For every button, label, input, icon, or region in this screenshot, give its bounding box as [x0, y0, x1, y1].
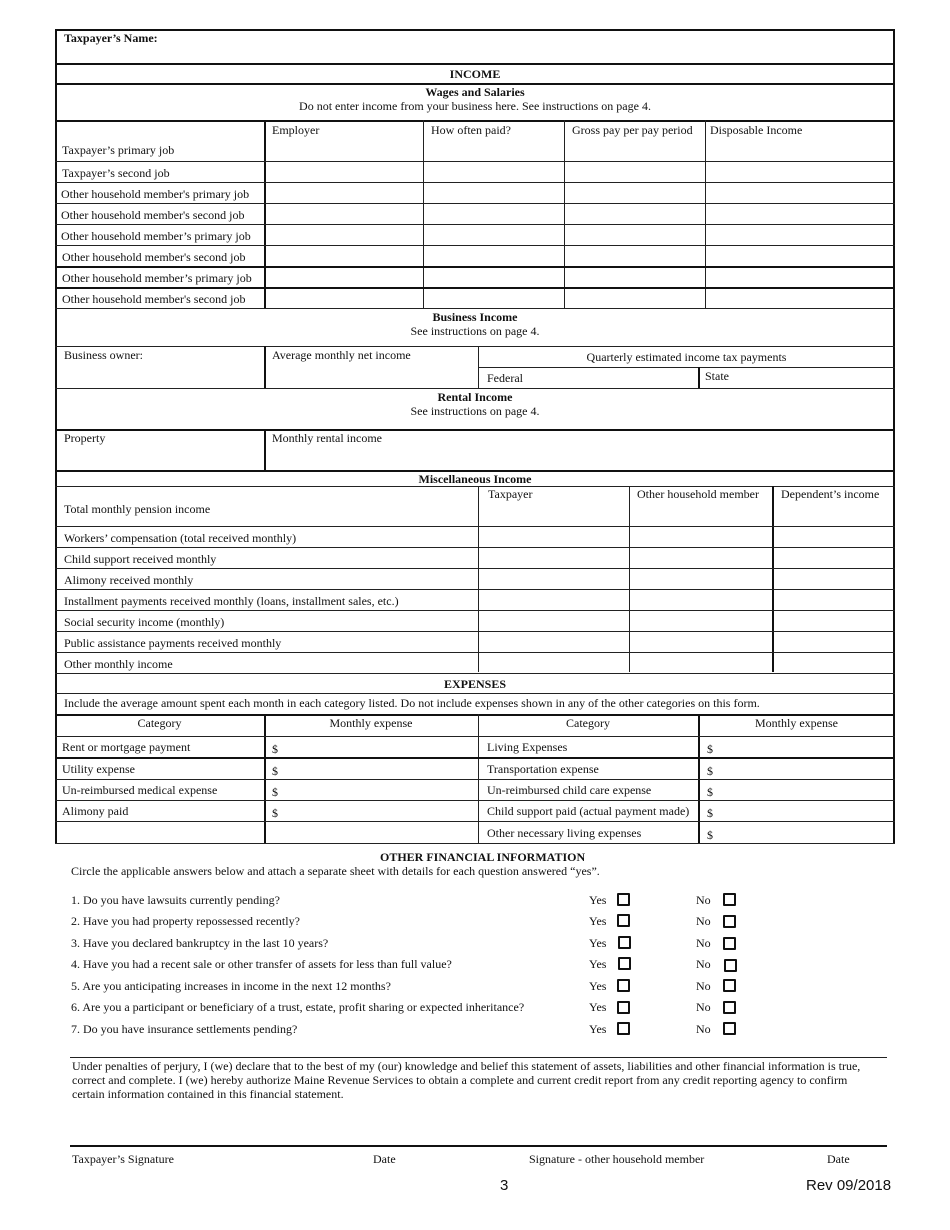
row-divider: [55, 779, 895, 780]
col-taxpayer: Taxpayer: [488, 487, 533, 501]
col-other-household: Other household member: [637, 487, 759, 501]
row-divider: [55, 631, 895, 632]
col-category-right: Category: [566, 716, 610, 730]
q7-yes-checkbox[interactable]: [617, 1022, 630, 1035]
dollar-sign: $: [272, 742, 278, 756]
q3-no-checkbox[interactable]: [723, 937, 736, 950]
misc-row-label: Other monthly income: [64, 657, 173, 671]
signature-line: [70, 1145, 887, 1147]
dollar-sign: $: [272, 764, 278, 778]
question-1: 1. Do you have lawsuits currently pending?: [71, 893, 280, 907]
divider: [55, 120, 895, 122]
row-divider: [55, 245, 895, 246]
no-label: No: [696, 1022, 711, 1036]
col-divider: [264, 429, 266, 470]
q1-no-checkbox[interactable]: [723, 893, 736, 906]
q2-no-checkbox[interactable]: [723, 915, 736, 928]
taxpayer-name-field[interactable]: [170, 31, 890, 61]
divider: [55, 429, 895, 431]
yes-label: Yes: [589, 893, 607, 907]
row-divider: [55, 182, 895, 183]
wages-row-label: Taxpayer’s second job: [62, 166, 170, 180]
taxpayer-signature-label: Taxpayer’s Signature: [72, 1152, 174, 1166]
dollar-sign: $: [272, 785, 278, 799]
no-label: No: [696, 1000, 711, 1014]
question-6: 6. Are you a participant or beneficiary of a trust, estate, profit sharing or expected inheritance?: [71, 1000, 525, 1014]
wages-row-label: Other household member's primary job: [61, 187, 250, 201]
no-label: No: [696, 936, 711, 950]
wages-row-label: Other household member's second job: [62, 292, 246, 306]
q5-no-checkbox[interactable]: [723, 979, 736, 992]
row-divider: [55, 287, 895, 289]
declaration-line-3: certain information contained in this financial statement.: [72, 1087, 344, 1101]
yes-label: Yes: [589, 1022, 607, 1036]
row-divider: [55, 568, 895, 569]
expenses-title: EXPENSES: [443, 677, 507, 691]
q1-yes-checkbox[interactable]: [617, 893, 630, 906]
misc-row-label: Social security income (monthly): [64, 615, 225, 629]
question-4: 4. Have you had a recent sale or other transfer of assets for less than full value?: [71, 957, 452, 971]
property-label: Property: [64, 431, 106, 445]
yes-label: Yes: [589, 957, 607, 971]
expense-label: Alimony paid: [62, 804, 129, 818]
col-divider: [698, 367, 700, 388]
yes-label: Yes: [589, 936, 607, 950]
expense-label: Child support paid (actual payment made): [487, 804, 690, 818]
divider: [55, 388, 895, 389]
q2-yes-checkbox[interactable]: [617, 914, 630, 927]
rental-note: See instructions on page 4.: [410, 404, 540, 418]
date-label-2: Date: [827, 1152, 850, 1166]
expenses-note: Include the average amount spent each month in each category listed. Do not include expenses shown in any of the other categories on this form.: [64, 696, 760, 710]
row-divider: [55, 610, 895, 611]
divider: [55, 486, 895, 487]
business-owner-label: Business owner:: [64, 348, 143, 362]
q4-no-checkbox[interactable]: [724, 959, 737, 972]
divider: [55, 346, 895, 347]
col-divider: [705, 120, 706, 308]
yes-label: Yes: [589, 979, 607, 993]
expense-label: Un-reimbursed medical expense: [62, 783, 218, 797]
no-label: No: [696, 893, 711, 907]
q3-yes-checkbox[interactable]: [618, 936, 631, 949]
q6-yes-checkbox[interactable]: [617, 1001, 630, 1014]
misc-row-label: Total monthly pension income: [64, 502, 211, 516]
row-divider: [55, 821, 895, 822]
misc-title: Miscellaneous Income: [418, 472, 532, 486]
income-title: INCOME: [449, 67, 501, 81]
row-divider: [55, 736, 895, 737]
question-2: 2. Have you had property repossessed recently?: [71, 914, 300, 928]
expense-label: Other necessary living expenses: [487, 826, 642, 840]
row-divider: [55, 266, 895, 268]
wages-row-label: Other household member's second job: [62, 250, 246, 264]
other-signature-label: Signature - other household member: [529, 1152, 705, 1166]
row-divider: [55, 589, 895, 590]
signature-area[interactable]: [70, 1110, 887, 1144]
page-number: 3: [500, 1177, 509, 1194]
q4-yes-checkbox[interactable]: [618, 957, 631, 970]
monthly-rental-label: Monthly rental income: [272, 431, 382, 445]
revision-date: Rev 09/2018: [806, 1177, 892, 1194]
misc-row-label: Workers’ compensation (total received monthly): [64, 531, 297, 545]
misc-row-label: Public assistance payments received monthly: [64, 636, 282, 650]
wages-row-label: Other household member’s primary job: [61, 229, 251, 243]
dollar-sign: $: [707, 806, 713, 820]
wages-note: Do not enter income from your business here. See instructions on page 4.: [299, 99, 651, 113]
row-divider: [55, 800, 895, 801]
col-monthly-right: Monthly expense: [755, 716, 838, 730]
q7-no-checkbox[interactable]: [723, 1022, 736, 1035]
col-divider: [264, 120, 266, 308]
state-label: State: [705, 369, 729, 383]
no-label: No: [696, 979, 711, 993]
divider: [478, 367, 895, 368]
col-divider: [478, 486, 479, 672]
expense-label: Utility expense: [62, 762, 135, 776]
col-category-left: Category: [137, 716, 182, 730]
col-divider: [772, 486, 774, 672]
col-disposable-income: Disposable Income: [710, 123, 803, 137]
other-financial-title: OTHER FINANCIAL INFORMATION: [380, 850, 586, 864]
misc-row-label: Installment payments received monthly (loans, installment sales, etc.): [64, 594, 399, 608]
taxpayer-name-label: Taxpayer’s Name:: [64, 31, 158, 45]
dollar-sign: $: [707, 742, 713, 756]
rental-title: Rental Income: [437, 390, 513, 404]
business-title: Business Income: [432, 310, 518, 324]
row-divider: [55, 547, 895, 548]
question-7: 7. Do you have insurance settlements pending?: [71, 1022, 298, 1036]
dollar-sign: $: [707, 785, 713, 799]
avg-net-income-label: Average monthly net income: [272, 348, 411, 362]
row-divider: [55, 203, 895, 204]
business-note: See instructions on page 4.: [410, 324, 540, 338]
misc-row-label: Child support received monthly: [64, 552, 217, 566]
row-divider: [55, 757, 895, 759]
row-divider: [55, 308, 895, 309]
col-monthly-left: Monthly expense: [329, 716, 413, 730]
col-how-often-paid: How often paid?: [431, 123, 511, 137]
col-divider: [264, 346, 266, 388]
row-divider: [55, 161, 895, 162]
divider: [55, 693, 895, 694]
other-financial-note: Circle the applicable answers below and attach a separate sheet with details for each question answered “yes”.: [71, 864, 600, 878]
q5-yes-checkbox[interactable]: [617, 979, 630, 992]
yes-label: Yes: [589, 1000, 607, 1014]
wages-row-label: Other household member’s primary job: [62, 271, 252, 285]
expense-label: Transportation expense: [487, 762, 599, 776]
no-label: No: [696, 957, 711, 971]
wages-row-label: Taxpayer’s primary job: [62, 143, 175, 157]
row-divider: [55, 526, 895, 527]
declaration-line-1: Under penalties of perjury, I (we) declare that to the best of my (our) knowledge and belief this statement of assets, liabilities and other financial information is true,: [72, 1059, 861, 1073]
question-5: 5. Are you anticipating increases in income in the next 12 months?: [71, 979, 391, 993]
expense-label: Rent or mortgage payment: [62, 740, 191, 754]
wages-row-label: Other household member's second job: [61, 208, 245, 222]
col-gross-pay: Gross pay per pay period: [572, 123, 693, 137]
no-label: No: [696, 914, 711, 928]
declaration-rule: [70, 1057, 887, 1058]
col-divider: [629, 486, 630, 672]
border-bottom: [55, 843, 895, 844]
col-divider: [423, 120, 424, 308]
dollar-sign: $: [272, 806, 278, 820]
yes-label: Yes: [589, 914, 607, 928]
col-employer: Employer: [272, 123, 320, 137]
date-label-1: Date: [373, 1152, 396, 1166]
expense-label: Un-reimbursed child care expense: [487, 783, 652, 797]
question-3: 3. Have you declared bankruptcy in the last 10 years?: [71, 936, 329, 950]
q6-no-checkbox[interactable]: [723, 1001, 736, 1014]
row-divider: [55, 652, 895, 653]
quarterly-tax-label: Quarterly estimated income tax payments: [586, 350, 787, 364]
dollar-sign: $: [707, 828, 713, 842]
federal-label: Federal: [487, 371, 523, 385]
wages-title: Wages and Salaries: [425, 85, 525, 99]
divider: [55, 63, 895, 65]
row-divider: [55, 224, 895, 225]
col-divider: [564, 120, 565, 308]
row-divider: [55, 673, 895, 674]
declaration-line-2: correct and complete. I (we) hereby authorize Maine Revenue Services to obtain a complete and current credit report from any credit reporting agency to confirm: [72, 1073, 848, 1087]
expense-label: Living Expenses: [487, 740, 568, 754]
col-dependents-income: Dependent’s income: [781, 487, 880, 501]
misc-row-label: Alimony received monthly: [64, 573, 194, 587]
dollar-sign: $: [707, 764, 713, 778]
